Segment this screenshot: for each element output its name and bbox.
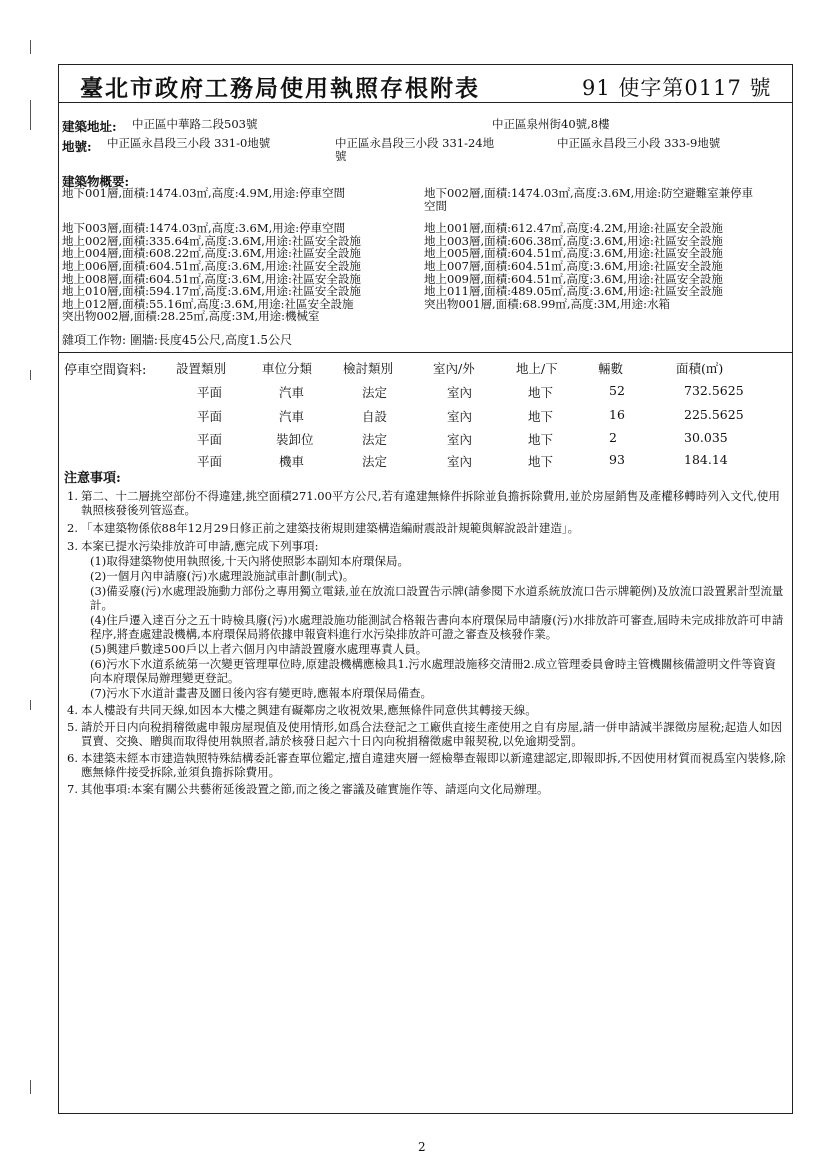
floor-entry: 地上001層,面積:612.47㎡,高度:4.2M,用途:社區安全設施 [424, 221, 723, 236]
note-item [64, 703, 786, 717]
note-text: 請於开日内向稅捐稽徵處申報房屋現值及使用情形,如爲合法登記之工廠供直接生產使用之自有房屋,請一併申請減半課徵房屋稅;起造人如因買賣、交換、贈與而取得使用執照者,請於核發日起六十日內向稅捐稽徵處申報契稅,以免逾期受罰。 [81, 720, 783, 748]
land-lot-2: 中正區永昌段三小段 331-24地號 [335, 136, 495, 163]
floor-entry [62, 200, 361, 213]
parking-cell: 184.14 [684, 452, 728, 467]
parking-cell: 室內 [447, 432, 473, 447]
note-item [64, 489, 786, 517]
note-number: 3. [67, 539, 78, 553]
address-label: 建築地址: [62, 119, 117, 134]
note-text: 本建築未經本市建造執照特殊結構委託審查單位鑑定,擅自違建夾層一經檢舉查報即以新違建認定,即報即拆,不因使用材質而視爲室內裝修,除應無條件接受拆除,並須負擔拆除費用。 [81, 751, 786, 779]
floor-entry: 地上007層,面積:604.51㎡,高度:3.6M,用途:社區安全設施 [424, 258, 723, 273]
land-label: 地號: [62, 139, 92, 154]
land-lot-1: 中正區永昌段三小段 331-0地號 [107, 136, 271, 150]
note-subitem: (2)一個月內申請廢(污)水處理設施試車計劃(制式)。 [90, 569, 355, 583]
note-subitem: (6)污水下水道系統第一次變更管理單位時,原建設機構應檢具1.污水處理設施移交清冊2.成立管理委員會時主管機關核備證明文件等資資向本府環保局辦理變更登記。 [90, 657, 776, 685]
note-number: 1. [67, 489, 78, 503]
notes-section [64, 472, 786, 796]
parking-cell: 室內 [447, 454, 473, 469]
note-item [64, 720, 786, 748]
binding-margin-marks [30, 40, 32, 1120]
note-item [64, 521, 786, 535]
page-number: 2 [418, 1140, 426, 1154]
note-item [64, 782, 786, 796]
parking-header: 面積(㎡) [676, 361, 724, 376]
parking-label: 停車空間資料: [64, 363, 147, 378]
margin-mark [30, 1080, 31, 1094]
parking-cell: 室內 [447, 409, 473, 424]
parking-cell: 自設 [362, 409, 388, 424]
parking-cell: 機車 [279, 454, 305, 469]
note-text: 「本建築物係依88年12月29日修正前之建築技術規則建築構造編耐震設計規範與解說設計建造」。 [81, 521, 580, 535]
floor-list-right [424, 187, 753, 310]
parking-cell: 平面 [197, 432, 223, 447]
parking-cell: 30.035 [684, 430, 728, 445]
parking-cell: 16 [609, 407, 625, 422]
note-text: 第二、十二層挑空部份不得違建,挑空面積271.00平方公尺,若有違建無條件拆除並負擔拆除費用,並於房屋銷售及產權移轉時列入文代,使用執照核發後列管巡查。 [81, 489, 780, 517]
parking-cell: 225.5625 [684, 407, 744, 422]
note-text: 本案已提水污染排放許可申請,應完成下列事項: [81, 539, 319, 553]
note-subitem: (1)取得建築物使用執照後,十天內將使照影本副知本府環保局。 [90, 554, 409, 568]
note-number: 4. [67, 703, 78, 717]
floor-entry: 地下002層,面積:1474.03㎡,高度:3.6M,用途:防空避難室兼停車 [424, 186, 754, 200]
overview-label: 建築物概要: [62, 174, 130, 189]
parking-cell: 平面 [197, 409, 223, 424]
margin-mark [30, 700, 31, 710]
floor-entry: 地上012層,面積:55.16㎡,高度:3.6M,用途:社區安全設施 [62, 296, 354, 311]
floor-entry: 地上003層,面積:606.38㎡,高度:3.6M,用途:社區安全設施 [424, 233, 723, 248]
address-right: 中正區泉州街40號,8樓 [492, 117, 610, 131]
parking-cell: 平面 [197, 454, 223, 469]
note-subitem: (3)備妥廢(污)水處理設施動力部份之專用獨立電錶,並在放流口設置告示牌(請參閱下水道系統放流口告示牌範例)及放流口設置累計型流量計。 [90, 584, 784, 612]
parking-header: 輛數 [598, 361, 624, 376]
permit-number: 91 使字第0117 號 [582, 76, 772, 100]
margin-mark [30, 370, 31, 380]
parking-cell: 地下 [528, 385, 554, 400]
parking-cell: 法定 [362, 432, 388, 447]
parking-cell: 室內 [447, 385, 473, 400]
parking-header: 室內/外 [433, 361, 475, 376]
floor-entry: 地下001層,面積:1474.03㎡,高度:4.9M,用途:停車空間 [62, 186, 346, 200]
note-number: 2. [67, 521, 78, 535]
parking-cell: 法定 [362, 385, 388, 400]
floor-entry: 突出物002層,面積:28.25㎡,高度:3M,用途:機械室 [62, 309, 320, 324]
note-text: 其他事項:本案有關公共藝術延後設置之節,而之後之審議及確實施作等、請逕向文化局辦理。 [81, 782, 549, 796]
parking-header: 檢討類別 [343, 361, 394, 376]
parking-cell: 裝卸位 [276, 432, 314, 447]
note-item [64, 751, 786, 779]
note-number: 5. [67, 720, 78, 734]
floor-entry: 地上002層,面積:335.64㎡,高度:3.6M,用途:社區安全設施 [62, 233, 361, 248]
note-subitem: (5)興建戶數達500戶以上者六個月內申請設置廢水處理專責人員。 [90, 642, 428, 656]
parking-cell: 地下 [528, 409, 554, 424]
notes-label: 注意事項: [64, 471, 121, 486]
floor-entry: 地上006層,面積:604.51㎡,高度:3.6M,用途:社區安全設施 [62, 258, 361, 273]
parking-cell: 汽車 [279, 409, 305, 424]
note-text: 本人樓設有共同天線,如因本大樓之興建有礙鄰房之收視效果,應無條件同意供其轉接天線。 [81, 703, 537, 717]
parking-cell: 地下 [528, 432, 554, 447]
margin-mark [30, 100, 31, 130]
parking-cell: 平面 [197, 385, 223, 400]
floor-entry: 地上009層,面積:604.51㎡,高度:3.6M,用途:社區安全設施 [424, 271, 723, 286]
floor-entry: 地上010層,面積:594.17㎡,高度:3.6M,用途:社區安全設施 [62, 284, 361, 299]
note-item [64, 539, 786, 553]
misc-structures: 雜項工作物: 圍牆:長度45公尺,高度1.5公尺 [62, 333, 293, 347]
floor-entry: 地上004層,面積:608.22㎡,高度:3.6M,用途:社區安全設施 [62, 246, 361, 261]
floor-entry: 地上005層,面積:604.51㎡,高度:3.6M,用途:社區安全設施 [424, 246, 723, 261]
parking-cell: 2 [609, 430, 617, 445]
parking-header: 設置類別 [176, 361, 227, 376]
floor-entry: 地上008層,面積:604.51㎡,高度:3.6M,用途:社區安全設施 [62, 271, 361, 286]
parking-header: 地上/下 [516, 361, 558, 376]
floor-entry: 空間 [424, 198, 447, 213]
parking-cell: 汽車 [279, 385, 305, 400]
title-divider [58, 102, 793, 103]
floor-entry: 突出物001層,面積:68.99㎡,高度:3M,用途:水箱 [424, 296, 671, 311]
margin-mark [30, 40, 31, 54]
note-number: 6. [67, 751, 78, 765]
parking-cell: 732.5625 [684, 383, 744, 398]
document-title: 臺北市政府工務局使用執照存根附表 [80, 75, 480, 102]
floor-entry: 地上011層,面積:489.05㎡,高度:3.6M,用途:社區安全設施 [424, 284, 723, 299]
floor-list-left [62, 187, 361, 323]
note-subitem: (7)污水下水道計畫書及圖日後內容有變更時,應報本府環保局備查。 [90, 686, 432, 700]
parking-cell: 法定 [362, 454, 388, 469]
parking-cell: 52 [609, 383, 625, 398]
note-number: 7. [67, 782, 78, 796]
floor-entry: 地下003層,面積:1474.03㎡,高度:3.6M,用途:停車空間 [62, 221, 346, 236]
land-lot-3: 中正區永昌段三小段 333-9地號 [557, 136, 721, 150]
overview-divider [58, 352, 793, 353]
parking-cell: 93 [609, 452, 625, 467]
note-subitem: (4)住戶遷入達百分之五十時檢具廢(污)水處理設施功能測試合格報告書向本府環保局申請廢(污)水排放許可審查,屆時未完成排放許可申請程序,將查處建設機構,本府環保局將依據申報資料進行水污染排放許可證之審查及核發作業。 [90, 613, 784, 641]
parking-header: 車位分類 [262, 361, 313, 376]
parking-cell: 地下 [528, 454, 554, 469]
address-value: 中正區中華路二段503號 [132, 117, 258, 131]
